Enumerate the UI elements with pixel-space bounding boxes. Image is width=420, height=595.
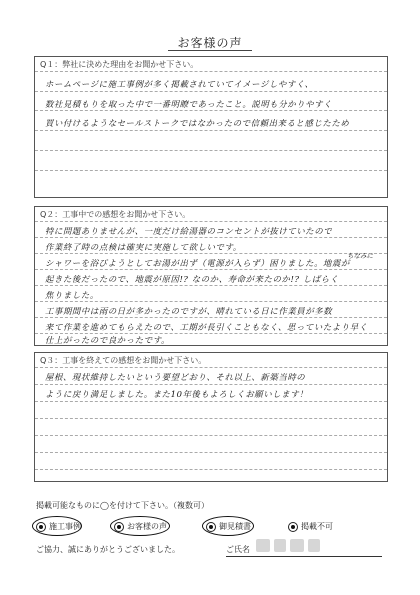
radio-icon [288,522,298,532]
q2-answer-line: シャワーを浴びようとしてお湯が出ず（電源が入らず）困りました。地震が [45,258,350,268]
hand-drawn-circle [32,516,82,536]
q1-section [34,56,388,198]
redacted-name [256,539,270,552]
q2-section [34,206,388,346]
q3-label: Q３：工事を終えての感想をお聞かせ下さい。 [40,356,207,365]
q2-margin-note: ちなみに [347,252,373,260]
hand-drawn-circle [202,516,254,536]
name-field-label: ご氏名 [226,545,250,554]
title-underline [168,50,252,51]
q3-section [34,352,388,482]
q1-answer-line: 買い付けるようなセールストークではなかったので信頼出来ると感じたため [45,118,350,128]
page-title: お客様の声 [177,36,243,50]
option-label: 掲載不可 [301,522,333,531]
q2-answer-line: 起きた後だったので、地震が原因!? なのか、寿命が来たのか!? しばらく [45,274,339,284]
option-not-publishable[interactable] [288,521,333,532]
option-label: 施工事例 [49,522,81,531]
redacted-name [308,539,320,552]
q1-answer-line: 数社見積もりを取った中で一番明瞭であったこと。説明も分かりやすく [45,99,333,109]
q1-answer-line: ホームページに施工事例が多く掲載されていてイメージしやすく、 [45,79,314,89]
option-label: 御見積書 [219,522,251,531]
q2-answer-line: 作業終了時の点検は確実に実施して欲しいです。 [45,242,242,252]
q2-answer-line: 工事期間中は雨の日が多かったのですが、晴れている日に作業員が多数 [45,306,333,316]
q1-label: Q１：弊社に決めた理由をお聞かせ下さい。 [40,60,199,69]
publish-instruction: 掲載可能なものに◯を付けて下さい。（複数可） [36,501,209,510]
q2-answer-line: 焦りました。 [45,290,99,300]
q2-answer-line: 仕上がったので良かったです。 [45,335,170,345]
redacted-name [274,539,286,552]
q3-answer-line: ように戻り満足しました。また10年後もよろしくお願いします！ [45,389,309,399]
q2-label: Q２：工事中での感想をお聞かせ下さい。 [40,210,191,219]
name-underline [226,556,382,557]
thanks-message: ご協力、誠にありがとうございました。 [36,545,180,554]
q2-answer-line: 特に問題ありませんが、一度だけ給湯器のコンセントが抜けていたので [45,226,333,236]
redacted-name [290,539,304,552]
q3-answer-line: 屋根、現状維持したいという要望どおり、それ以上、新築当時の [45,372,306,382]
option-label: お客様の声 [127,522,167,531]
hand-drawn-circle [110,516,170,536]
q2-answer-line: 来て作業を進めてもらえたので、工期が長引くこともなく、思っていたより早く [45,322,368,332]
